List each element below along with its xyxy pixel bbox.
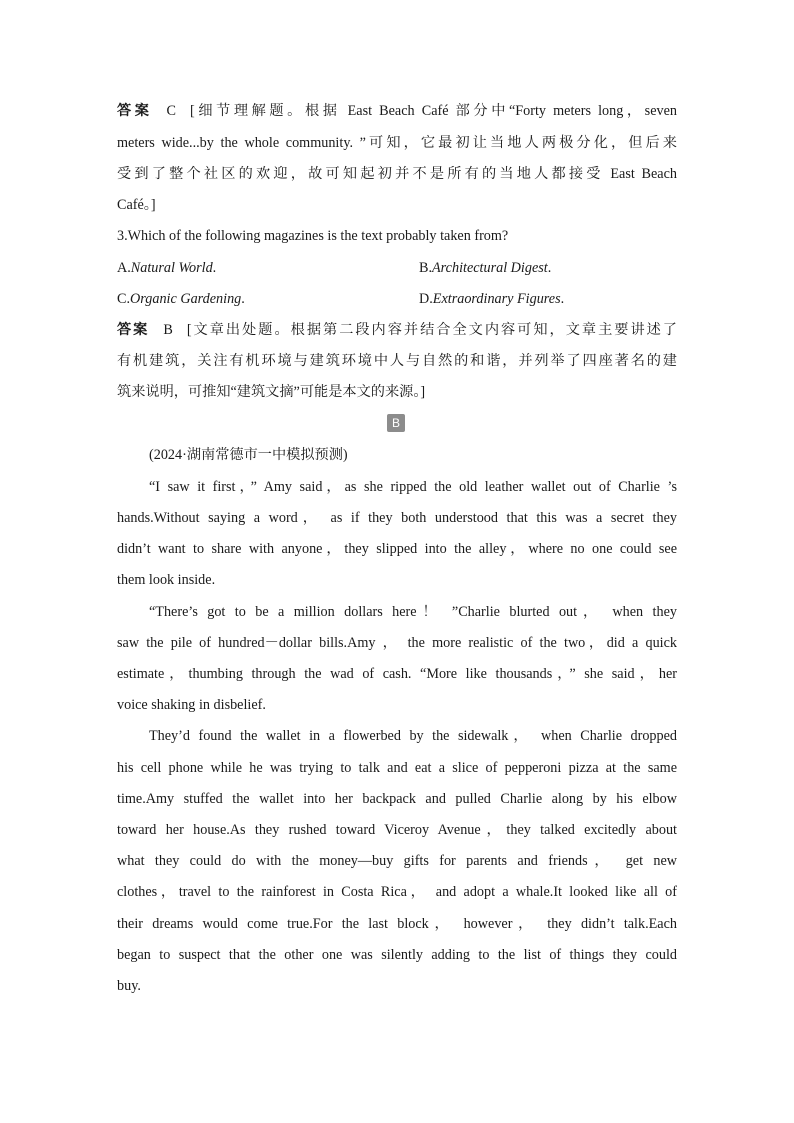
passage-line: began to suspect that the other one was silently adding to the list of things they could bbox=[117, 947, 677, 963]
q3-option-b: B.Architectural Digest. bbox=[419, 260, 552, 276]
passage-line: “There’s got to be a million dollars here！ ”Charlie blurted out， when they bbox=[149, 604, 677, 620]
q3-option-d: D.Extraordinary Figures. bbox=[419, 291, 565, 307]
passage-line: them look inside. bbox=[117, 572, 216, 588]
passage-line: “I saw it first，” Amy said，as she ripped the old leather wallet out of Charlie ’s bbox=[149, 479, 677, 495]
passage-line: hands.Without saying a word， as if they both understood that this was a secret they bbox=[117, 510, 677, 526]
q3-question: 3.Which of the following magazines is the text probably taken from? bbox=[117, 228, 509, 244]
passage-line: buy. bbox=[117, 978, 141, 994]
q2-explanation-line: Café。] bbox=[117, 197, 156, 213]
q3-answer-line bbox=[117, 320, 677, 340]
passage-line: didn’t want to share with anyone，they slipped into the alley，where no one could see bbox=[117, 541, 677, 557]
passage-line: saw the pile of hundred－dollar bills.Amy ， the more realistic of the two，did a quick bbox=[117, 635, 677, 651]
passage-line: estimate，thumbing through the wad of cash. “More like thousands，” she said，her bbox=[117, 666, 677, 682]
q2-answer-letter: C bbox=[166, 103, 177, 119]
passage-line: They’d found the wallet in a flowerbed by the sidewalk， when Charlie dropped bbox=[149, 728, 677, 744]
q2-explanation-line: [细节理解题。根据 East Beach Café 部分中“Forty meters long，seven bbox=[190, 103, 677, 119]
q3-explanation-line: [文章出处题。根据第二段内容并结合全文内容可知，文章主要讲述了 bbox=[186, 322, 677, 338]
q3-option-c: C.Organic Gardening. bbox=[117, 291, 245, 307]
passage-line: voice shaking in disbelief. bbox=[117, 697, 266, 713]
q3-answer-letter: B bbox=[163, 322, 173, 338]
answer-label: 答案 bbox=[117, 103, 153, 119]
q2-explanation-line: meters wide...by the whole community. ”可知，它最初让当地人两极分化，但后来 bbox=[117, 135, 677, 151]
q3-option-a: A.Natural World. bbox=[117, 260, 217, 276]
passage-line: his cell phone while he was trying to talk and eat a slice of pepperoni pizza at the same bbox=[117, 760, 677, 776]
passage-source: (2024·湖南常德市一中模拟预测) bbox=[149, 447, 348, 463]
section-badge: B bbox=[387, 414, 405, 432]
passage-line: toward her house.As they rushed toward Viceroy Avenue，they talked excitedly about bbox=[117, 822, 677, 838]
answer-label: 答案 bbox=[117, 322, 150, 338]
passage-line: what they could do with the money—buy gifts for parents and friends， get new bbox=[117, 853, 677, 869]
q2-answer-line bbox=[117, 101, 677, 121]
passage-line: clothes，travel to the rainforest in Costa Rica， and adopt a whale.It looked like all of bbox=[117, 884, 677, 900]
q2-explanation-line: 受到了整个社区的欢迎，故可知起初并不是所有的当地人都接受 East Beach bbox=[117, 166, 677, 182]
passage-line: time.Amy stuffed the wallet into her backpack and pulled Charlie along by his elbow bbox=[117, 791, 677, 807]
passage-line: their dreams would come true.For the last block， however， they didn’t talk.Each bbox=[117, 916, 677, 932]
q3-explanation-line: 筑来说明，可推知“建筑文摘”可能是本文的来源。] bbox=[117, 384, 426, 400]
q3-explanation-line: 有机建筑，关注有机环境与建筑环境中人与自然的和谐，并列举了四座著名的建 bbox=[117, 353, 677, 369]
